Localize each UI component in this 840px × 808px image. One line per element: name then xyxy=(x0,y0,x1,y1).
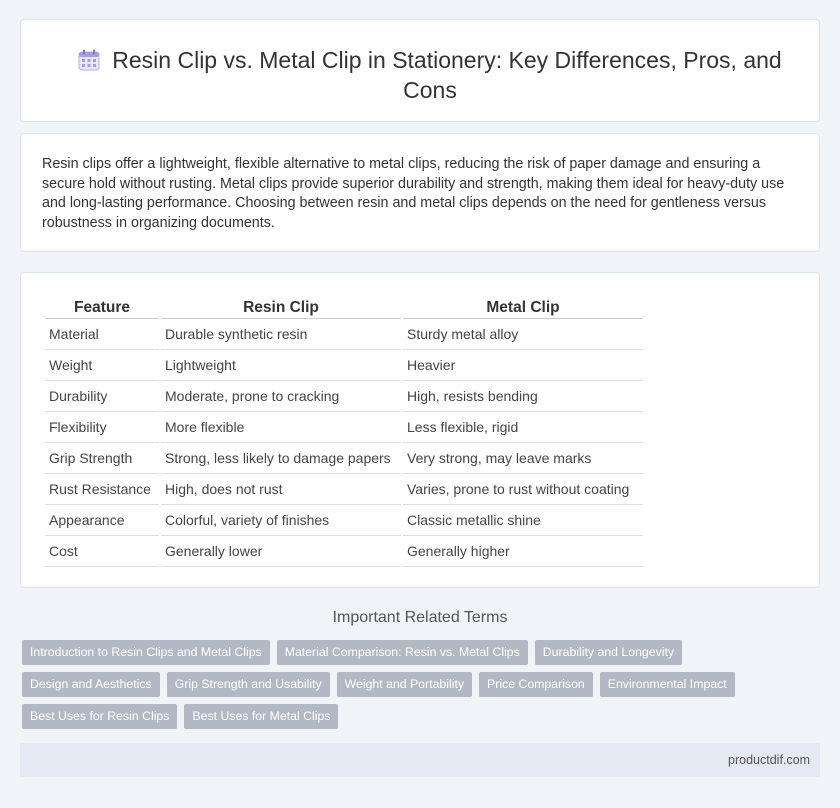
cell-feature: Appearance xyxy=(45,505,159,536)
header-card xyxy=(20,19,820,122)
table-card xyxy=(20,272,820,588)
cell-feature: Grip Strength xyxy=(45,443,159,474)
cell-metal: Sturdy metal alloy xyxy=(403,319,643,350)
intro-paragraph: Resin clips offer a lightweight, flexible alternative to metal clips, reducing the risk of paper damage and ensuring a secure hold without rusting. Metal clips provide superior durability and strength, making them ideal for heavy-duty use and long-lasting performance. Choosing between resin and metal clips depends on the need for gentleness versus robustness in organizing documents. xyxy=(42,156,785,231)
footer xyxy=(20,743,820,777)
title-wrap xyxy=(61,45,799,105)
cell-feature: Material xyxy=(45,319,159,350)
cell-feature: Rust Resistance xyxy=(45,474,159,505)
table-row xyxy=(45,350,643,381)
header-feature: Feature xyxy=(45,297,159,319)
cell-resin: High, does not rust xyxy=(161,474,401,505)
header-metal-clip: Metal Clip xyxy=(403,297,643,319)
cell-resin: Durable synthetic resin xyxy=(161,319,401,350)
cell-feature: Cost xyxy=(45,536,159,567)
tag-link[interactable]: Design and Aesthetics xyxy=(22,672,160,697)
table-row xyxy=(45,536,643,567)
table-header-row xyxy=(45,297,643,319)
tag-link[interactable]: Best Uses for Resin Clips xyxy=(22,704,177,729)
related-tags xyxy=(22,640,822,729)
tag-link[interactable]: Durability and Longevity xyxy=(535,640,682,665)
intro-card xyxy=(20,133,820,252)
table-row xyxy=(45,319,643,350)
cell-resin: Colorful, variety of finishes xyxy=(161,505,401,536)
tag-link[interactable]: Price Comparison xyxy=(479,672,593,697)
tag-link[interactable]: Introduction to Resin Clips and Metal Clips xyxy=(22,640,270,665)
calendar-icon xyxy=(78,48,100,70)
table-row xyxy=(45,474,643,505)
cell-resin: Generally lower xyxy=(161,536,401,567)
header-resin-clip: Resin Clip xyxy=(161,297,401,319)
table-row xyxy=(45,505,643,536)
cell-metal: Classic metallic shine xyxy=(403,505,643,536)
cell-metal: High, resists bending xyxy=(403,381,643,412)
cell-metal: Less flexible, rigid xyxy=(403,412,643,443)
cell-feature: Weight xyxy=(45,350,159,381)
cell-metal: Generally higher xyxy=(403,536,643,567)
cell-metal: Very strong, may leave marks xyxy=(403,443,643,474)
tag-link[interactable]: Environmental Impact xyxy=(600,672,735,697)
tag-link[interactable]: Material Comparison: Resin vs. Metal Clips xyxy=(277,640,528,665)
cell-resin: More flexible xyxy=(161,412,401,443)
tag-link[interactable]: Weight and Portability xyxy=(337,672,472,697)
tag-link[interactable]: Best Uses for Metal Clips xyxy=(184,704,338,729)
comparison-table xyxy=(43,297,645,567)
cell-resin: Strong, less likely to damage papers xyxy=(161,443,401,474)
page-title-text: Resin Clip vs. Metal Clip in Stationery: Key Differences, Pros, and Cons xyxy=(112,47,782,103)
cell-resin: Moderate, prone to cracking xyxy=(161,381,401,412)
table-row xyxy=(45,412,643,443)
table-row xyxy=(45,443,643,474)
table-row xyxy=(45,381,643,412)
related-terms-title: Important Related Terms xyxy=(332,609,508,626)
page-title xyxy=(61,45,799,105)
footer-site-link[interactable]: productdif.com xyxy=(728,753,810,767)
cell-metal: Varies, prone to rust without coating xyxy=(403,474,643,505)
cell-feature: Flexibility xyxy=(45,412,159,443)
cell-metal: Heavier xyxy=(403,350,643,381)
tag-link[interactable]: Grip Strength and Usability xyxy=(167,672,330,697)
cell-feature: Durability xyxy=(45,381,159,412)
cell-resin: Lightweight xyxy=(161,350,401,381)
